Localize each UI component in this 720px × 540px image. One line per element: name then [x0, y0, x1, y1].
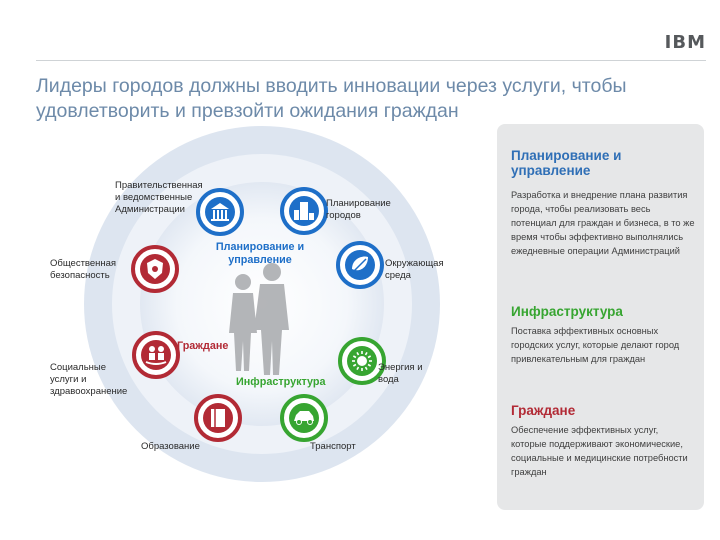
- node-social[interactable]: [134, 333, 178, 377]
- node-environment[interactable]: [338, 243, 382, 287]
- book-icon: [211, 409, 225, 427]
- node-transport[interactable]: [282, 396, 326, 440]
- ring-label-infrastructure: Инфраструктура: [236, 376, 326, 388]
- panel-text-infrastructure: Поставка эффективных основных городских услуг, которые делают город привлекательным для граждан: [511, 326, 680, 364]
- node-label-city-planning: Планирование городов: [326, 198, 391, 221]
- node-government[interactable]: [198, 190, 242, 234]
- node-label-government: Правительственная и ведомственные Администрации: [115, 180, 203, 215]
- node-label-education: Образование: [141, 441, 200, 452]
- ring-label-planning: Планирование и управление: [215, 241, 305, 266]
- node-disc: [141, 340, 171, 370]
- ring-label-citizens: Граждане: [177, 340, 229, 352]
- info-panel: [497, 124, 704, 510]
- node-label-environment: Окружающая среда: [385, 258, 444, 281]
- panel-heading-citizens: Граждане: [511, 403, 576, 418]
- node-city_planning[interactable]: [282, 189, 326, 233]
- panel-text-planning: Разработка и внедрение плана развития города, чтобы реализовать весь потенциал для граждан и бизнеса, в то же время чтобы эффективно выполнялись ежедневные операции Администраций: [511, 190, 695, 256]
- node-education[interactable]: [196, 396, 240, 440]
- node-safety[interactable]: [133, 247, 177, 291]
- node-label-transport: Транспорт: [310, 441, 356, 452]
- ibm-logo: IBM: [664, 32, 706, 53]
- page-title: Лидеры городов должны вводить инновации через услуги, чтобы удовлетворить и превзойти ожидания граждан: [36, 75, 627, 122]
- panel-text-citizens: Обеспечение эффективных услуг, которые поддерживают экономические, социальные и медицинские потребности граждан: [511, 425, 688, 477]
- node-label-social: Социальные услуги и здравоохранение: [50, 362, 128, 397]
- node-disc: [205, 197, 235, 227]
- panel-heading-planning: Планирование и управление: [511, 148, 622, 178]
- node-label-safety: Общественная безопасность: [50, 258, 117, 281]
- node-label-energy: Энергия и вода: [378, 362, 423, 385]
- panel-heading-infrastructure: Инфраструктура: [511, 304, 623, 319]
